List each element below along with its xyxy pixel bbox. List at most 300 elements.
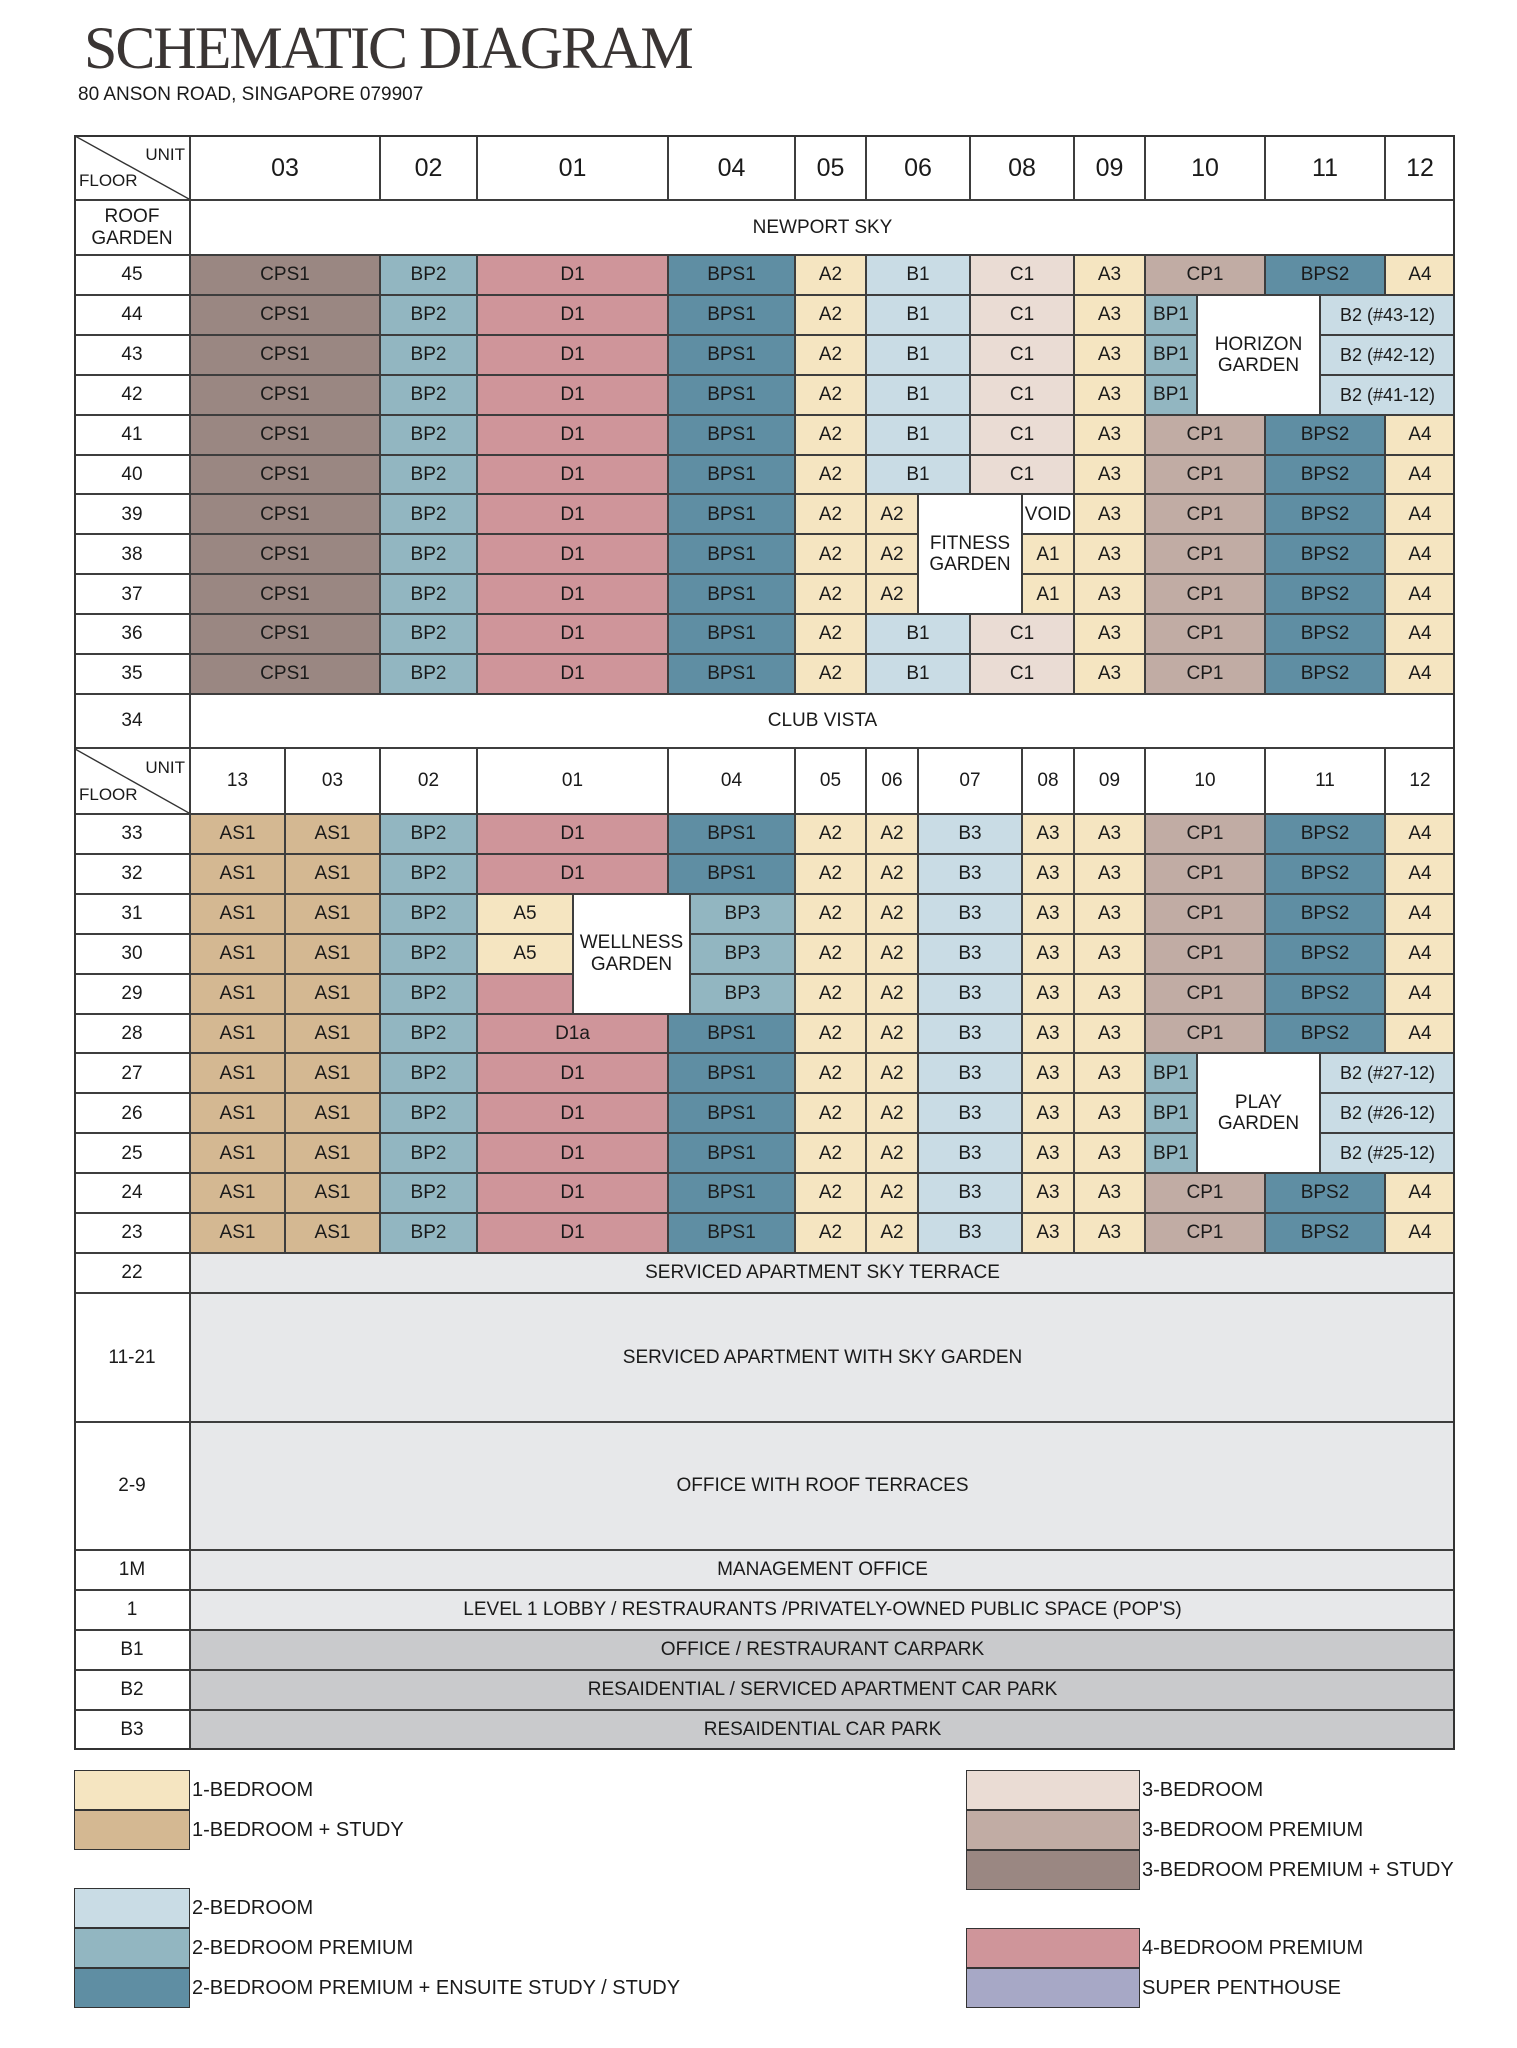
unit-header: 12 [1385, 748, 1455, 814]
unit-cell: A3 [1074, 574, 1145, 614]
unit-cell: B2 (#25-12) [1320, 1133, 1455, 1173]
floor-label: B3 [74, 1710, 190, 1750]
unit-header: 05 [795, 748, 866, 814]
unit-cell: A3 [1022, 1173, 1074, 1213]
unit-cell: D1 [477, 1093, 668, 1133]
unit-cell: A4 [1385, 1014, 1455, 1054]
unit-cell: A3 [1074, 494, 1145, 534]
unit-cell: A3 [1022, 814, 1074, 854]
unit-cell: A3 [1074, 455, 1145, 495]
unit-header: 02 [380, 135, 477, 200]
unit-cell: B3 [918, 814, 1022, 854]
unit-cell: A2 [866, 574, 918, 614]
unit-cell: BPS1 [668, 614, 795, 654]
unit-cell: AS1 [190, 1053, 285, 1093]
unit-cell: A2 [795, 894, 866, 934]
unit-cell: BP1 [1145, 295, 1197, 335]
unit-cell: BPS2 [1265, 854, 1385, 894]
unit-cell: A1 [1022, 574, 1074, 614]
unit-cell: D1 [477, 574, 668, 614]
floor-label: 2-9 [74, 1422, 190, 1550]
unit-cell: CP1 [1145, 455, 1265, 495]
unit-header: 08 [970, 135, 1074, 200]
unit-cell: A2 [795, 974, 866, 1014]
unit-cell: B3 [918, 1173, 1022, 1213]
floor-label: 27 [74, 1053, 190, 1093]
unit-cell: A2 [795, 614, 866, 654]
unit-cell-d1a: D1a [477, 1014, 668, 1054]
unit-header: 05 [795, 135, 866, 200]
unit-cell: CPS1 [190, 375, 380, 415]
unit-header: 01 [477, 135, 668, 200]
unit-cell: A2 [795, 1053, 866, 1093]
unit-cell: BP1 [1145, 1133, 1197, 1173]
unit-cell: CP1 [1145, 255, 1265, 295]
unit-cell: A3 [1074, 255, 1145, 295]
unit-cell: C1 [970, 654, 1074, 694]
unit-cell: A2 [866, 494, 918, 534]
lower-header-corner [74, 748, 190, 814]
unit-cell: A4 [1385, 1213, 1455, 1253]
unit-cell: D1 [477, 534, 668, 574]
unit-cell: BPS1 [668, 415, 795, 455]
unit-cell: BP3 [690, 934, 795, 974]
unit-cell: BPS1 [668, 854, 795, 894]
unit-cell: A2 [795, 654, 866, 694]
unit-cell: A4 [1385, 534, 1455, 574]
unit-cell: AS1 [190, 854, 285, 894]
unit-cell: A2 [866, 814, 918, 854]
unit-cell: B1 [866, 375, 970, 415]
unit-cell: BPS2 [1265, 974, 1385, 1014]
unit-cell: BPS1 [668, 1014, 795, 1054]
unit-cell: C1 [970, 335, 1074, 375]
unit-cell: D1 [477, 814, 668, 854]
floor-label: 26 [74, 1093, 190, 1133]
unit-cell: B2 (#43-12) [1320, 295, 1455, 335]
unit-cell: A5 [477, 934, 573, 974]
unit-cell: B2 (#42-12) [1320, 335, 1455, 375]
legend-label: 1-BEDROOM + STUDY [192, 1819, 404, 1841]
floor-label: 41 [74, 415, 190, 455]
unit-cell: A3 [1022, 1133, 1074, 1173]
unit-cell: A3 [1074, 335, 1145, 375]
unit-header: 09 [1074, 748, 1145, 814]
floor-label: 37 [74, 574, 190, 614]
podium-band: LEVEL 1 LOBBY / RESTRAURANTS /PRIVATELY-OWNED PUBLIC SPACE (POP'S) [190, 1590, 1455, 1630]
unit-cell: BP2 [380, 415, 477, 455]
unit-header: 07 [918, 748, 1022, 814]
unit-cell: BPS1 [668, 494, 795, 534]
unit-cell: BPS1 [668, 335, 795, 375]
unit-cell: BPS2 [1265, 934, 1385, 974]
unit-cell: A3 [1074, 1093, 1145, 1133]
unit-cell: BP2 [380, 574, 477, 614]
legend-label: 3-BEDROOM PREMIUM + STUDY [1142, 1859, 1454, 1881]
unit-cell: D1 [477, 255, 668, 295]
unit-cell: CP1 [1145, 1173, 1265, 1213]
unit-cell: BPS2 [1265, 534, 1385, 574]
unit-cell: D1 [477, 614, 668, 654]
unit-cell: A3 [1074, 375, 1145, 415]
unit-cell: D1 [477, 415, 668, 455]
unit-cell: AS1 [285, 814, 380, 854]
unit-cell: A3 [1022, 1053, 1074, 1093]
unit-cell: CPS1 [190, 455, 380, 495]
legend-label: 4-BEDROOM PREMIUM [1142, 1937, 1364, 1959]
unit-cell: A4 [1385, 494, 1455, 534]
unit-cell: C1 [970, 255, 1074, 295]
unit-cell: B1 [866, 415, 970, 455]
unit-cell: B3 [918, 1053, 1022, 1093]
unit-header: 06 [866, 135, 970, 200]
podium-band: MANAGEMENT OFFICE [190, 1550, 1455, 1590]
unit-cell: B1 [866, 654, 970, 694]
unit-cell: CPS1 [190, 415, 380, 455]
unit-header: 03 [285, 748, 380, 814]
unit-cell: AS1 [285, 934, 380, 974]
unit-header: 10 [1145, 748, 1265, 814]
unit-cell: BPS2 [1265, 654, 1385, 694]
unit-cell: BPS1 [668, 1133, 795, 1173]
unit-cell: A2 [866, 1173, 918, 1213]
unit-cell: BP2 [380, 814, 477, 854]
unit-header: 11 [1265, 748, 1385, 814]
unit-header: 02 [380, 748, 477, 814]
unit-cell: A4 [1385, 654, 1455, 694]
unit-cell: BP2 [380, 494, 477, 534]
floor-label: 36 [74, 614, 190, 654]
floor-label: 42 [74, 375, 190, 415]
unit-cell: A4 [1385, 574, 1455, 614]
floor-label: 28 [74, 1014, 190, 1054]
unit-cell: CPS1 [190, 614, 380, 654]
unit-cell: A2 [866, 1093, 918, 1133]
unit-header: 09 [1074, 135, 1145, 200]
unit-cell: CPS1 [190, 654, 380, 694]
unit-cell: CP1 [1145, 1213, 1265, 1253]
floor-label: 11-21 [74, 1293, 190, 1422]
floor-label: 1M [74, 1550, 190, 1590]
podium-band: SERVICED APARTMENT WITH SKY GARDEN [190, 1293, 1455, 1422]
floor-label: 43 [74, 335, 190, 375]
unit-cell: BPS1 [668, 1213, 795, 1253]
unit-cell: BPS2 [1265, 255, 1385, 295]
unit-cell: D1 [477, 494, 668, 534]
unit-cell: A4 [1385, 934, 1455, 974]
unit-cell: D1 [477, 375, 668, 415]
unit-cell: A4 [1385, 1173, 1455, 1213]
unit-cell: A2 [795, 455, 866, 495]
unit-cell: BPS2 [1265, 814, 1385, 854]
unit-cell: CP1 [1145, 894, 1265, 934]
unit-cell: BPS1 [668, 1173, 795, 1213]
unit-cell: A2 [795, 934, 866, 974]
floor-label: 33 [74, 814, 190, 854]
unit-cell: BP2 [380, 614, 477, 654]
unit-cell: A3 [1074, 614, 1145, 654]
unit-cell: CP1 [1145, 494, 1265, 534]
unit-cell: BP2 [380, 1213, 477, 1253]
floor-label: B1 [74, 1630, 190, 1670]
unit-cell: AS1 [190, 1133, 285, 1173]
unit-cell: AS1 [285, 1014, 380, 1054]
unit-cell: A2 [795, 574, 866, 614]
legend-label: 2-BEDROOM [192, 1897, 314, 1919]
unit-cell: A2 [795, 335, 866, 375]
unit-cell: AS1 [190, 1173, 285, 1213]
corner-unit-label: UNIT [145, 758, 185, 777]
unit-cell: BP2 [380, 255, 477, 295]
unit-cell: A2 [795, 415, 866, 455]
unit-cell: A2 [866, 1053, 918, 1093]
unit-cell: BP2 [380, 1173, 477, 1213]
unit-cell: A3 [1022, 974, 1074, 1014]
floor-label: 45 [74, 255, 190, 295]
unit-header: 12 [1385, 135, 1455, 200]
unit-cell: A2 [795, 854, 866, 894]
page-subtitle: 80 ANSON ROAD, SINGAPORE 079907 [78, 84, 424, 105]
unit-cell: BP2 [380, 534, 477, 574]
unit-cell: A4 [1385, 455, 1455, 495]
unit-cell: BPS2 [1265, 894, 1385, 934]
unit-cell: B3 [918, 1014, 1022, 1054]
unit-cell: A3 [1022, 934, 1074, 974]
fitness-garden: FITNESS GARDEN [918, 494, 1022, 614]
unit-cell: B3 [918, 854, 1022, 894]
corner-floor-label: FLOOR [79, 171, 138, 190]
unit-cell: A3 [1074, 974, 1145, 1014]
unit-cell: CPS1 [190, 335, 380, 375]
unit-cell: AS1 [190, 934, 285, 974]
unit-cell: A3 [1074, 1053, 1145, 1093]
unit-cell: AS1 [285, 854, 380, 894]
floor-label: 22 [74, 1253, 190, 1293]
unit-cell: A3 [1022, 894, 1074, 934]
void-cell: VOID [1022, 494, 1074, 534]
unit-header: 04 [668, 135, 795, 200]
unit-cell: A2 [795, 1173, 866, 1213]
unit-cell: A4 [1385, 974, 1455, 1014]
podium-band: SERVICED APARTMENT SKY TERRACE [190, 1253, 1455, 1293]
unit-cell: A3 [1022, 1093, 1074, 1133]
unit-cell: B3 [918, 1213, 1022, 1253]
floor-label: 31 [74, 894, 190, 934]
unit-cell: A2 [795, 295, 866, 335]
unit-cell: A3 [1074, 1133, 1145, 1173]
unit-cell: B3 [918, 1133, 1022, 1173]
unit-cell: BP1 [1145, 335, 1197, 375]
unit-cell: A2 [795, 814, 866, 854]
podium-band: RESAIDENTIAL / SERVICED APARTMENT CAR PARK [190, 1670, 1455, 1710]
corner-floor-label: FLOOR [79, 785, 138, 804]
unit-cell: B2 (#27-12) [1320, 1053, 1455, 1093]
unit-cell: A1 [1022, 534, 1074, 574]
unit-cell: A3 [1022, 1014, 1074, 1054]
play-garden: PLAY GARDEN [1197, 1053, 1320, 1173]
floor-label: B2 [74, 1670, 190, 1710]
upper-header-corner [74, 135, 190, 200]
unit-cell: AS1 [190, 894, 285, 934]
wellness-garden: WELLNESS GARDEN [573, 894, 690, 1014]
unit-header: 03 [190, 135, 380, 200]
unit-cell: BP2 [380, 854, 477, 894]
unit-cell: B3 [918, 1093, 1022, 1133]
unit-cell: C1 [970, 295, 1074, 335]
unit-cell: BP2 [380, 894, 477, 934]
unit-cell: BP2 [380, 1133, 477, 1173]
unit-cell: CPS1 [190, 494, 380, 534]
unit-cell: A4 [1385, 415, 1455, 455]
unit-cell: CPS1 [190, 534, 380, 574]
legend-label: SUPER PENTHOUSE [1142, 1977, 1341, 1999]
unit-cell: A3 [1022, 854, 1074, 894]
unit-cell: CP1 [1145, 574, 1265, 614]
unit-header: 01 [477, 748, 668, 814]
band-club-vista: CLUB VISTA [190, 694, 1455, 748]
unit-cell: B2 (#41-12) [1320, 375, 1455, 415]
unit-cell: A3 [1074, 854, 1145, 894]
unit-cell: A3 [1074, 814, 1145, 854]
unit-cell: AS1 [285, 1053, 380, 1093]
floor-label: 29 [74, 974, 190, 1014]
floor-label: 40 [74, 455, 190, 495]
legend-label: 2-BEDROOM PREMIUM [192, 1937, 414, 1959]
unit-cell: BPS1 [668, 1093, 795, 1133]
unit-cell: CP1 [1145, 814, 1265, 854]
legend-label: 3-BEDROOM [1142, 1779, 1264, 1801]
unit-cell-d1a-top [477, 974, 573, 1014]
unit-cell: A4 [1385, 814, 1455, 854]
unit-cell: BPS1 [668, 814, 795, 854]
unit-cell: BP2 [380, 1053, 477, 1093]
unit-cell: CP1 [1145, 534, 1265, 574]
unit-cell: BP2 [380, 295, 477, 335]
unit-cell: BP2 [380, 1093, 477, 1133]
unit-cell: D1 [477, 455, 668, 495]
legend-label: 3-BEDROOM PREMIUM [1142, 1819, 1364, 1841]
unit-cell: C1 [970, 375, 1074, 415]
unit-cell: A3 [1074, 934, 1145, 974]
unit-cell: BPS2 [1265, 614, 1385, 654]
legend-label: 2-BEDROOM PREMIUM + ENSUITE STUDY / STUDY [192, 1977, 681, 1999]
page-title: SCHEMATIC DIAGRAM [84, 15, 692, 81]
unit-cell: BP2 [380, 654, 477, 694]
unit-header: 06 [866, 748, 918, 814]
unit-header: 10 [1145, 135, 1265, 200]
unit-cell: AS1 [285, 974, 380, 1014]
unit-cell: A2 [866, 1133, 918, 1173]
unit-cell: B1 [866, 295, 970, 335]
unit-cell: D1 [477, 1213, 668, 1253]
unit-cell: AS1 [285, 894, 380, 934]
unit-cell: A2 [795, 375, 866, 415]
unit-cell: B3 [918, 974, 1022, 1014]
unit-cell: CP1 [1145, 1014, 1265, 1054]
unit-cell: A3 [1074, 1213, 1145, 1253]
floor-label: 44 [74, 295, 190, 335]
unit-cell: AS1 [190, 974, 285, 1014]
floor-label: 34 [74, 694, 190, 748]
unit-cell: B1 [866, 455, 970, 495]
unit-cell: CP1 [1145, 614, 1265, 654]
unit-cell: D1 [477, 335, 668, 375]
unit-cell: C1 [970, 415, 1074, 455]
unit-cell: BP2 [380, 934, 477, 974]
unit-cell: A3 [1074, 1014, 1145, 1054]
band-newport-sky: NEWPORT SKY [190, 200, 1455, 255]
unit-cell: CP1 [1145, 654, 1265, 694]
unit-header: 11 [1265, 135, 1385, 200]
unit-cell: A2 [866, 974, 918, 1014]
unit-cell: D1 [477, 1173, 668, 1213]
unit-cell: CPS1 [190, 255, 380, 295]
unit-cell: BPS1 [668, 534, 795, 574]
unit-cell: BP1 [1145, 1053, 1197, 1093]
unit-cell: BPS1 [668, 1053, 795, 1093]
unit-cell: CPS1 [190, 574, 380, 614]
unit-cell: A3 [1074, 534, 1145, 574]
unit-cell: B1 [866, 335, 970, 375]
horizon-garden: HORIZON GARDEN [1197, 295, 1320, 415]
unit-cell: A2 [866, 1014, 918, 1054]
unit-cell: D1 [477, 654, 668, 694]
unit-cell: A2 [866, 934, 918, 974]
floor-label: 23 [74, 1213, 190, 1253]
unit-cell: BPS2 [1265, 1213, 1385, 1253]
unit-cell: A2 [866, 1213, 918, 1253]
floor-label: 25 [74, 1133, 190, 1173]
unit-cell: A2 [866, 534, 918, 574]
unit-cell: C1 [970, 614, 1074, 654]
unit-cell: BPS1 [668, 455, 795, 495]
unit-cell: A2 [795, 1213, 866, 1253]
unit-cell: B1 [866, 255, 970, 295]
unit-cell: B3 [918, 894, 1022, 934]
unit-cell: CPS1 [190, 295, 380, 335]
unit-cell: BPS2 [1265, 415, 1385, 455]
unit-header: 08 [1022, 748, 1074, 814]
unit-cell: AS1 [285, 1093, 380, 1133]
unit-cell: BPS2 [1265, 494, 1385, 534]
unit-cell: CP1 [1145, 854, 1265, 894]
floor-label: 1 [74, 1590, 190, 1630]
unit-cell: BP3 [690, 894, 795, 934]
podium-band: OFFICE / RESTRAURANT CARPARK [190, 1630, 1455, 1670]
floor-label: ROOF GARDEN [74, 200, 190, 255]
unit-cell: A3 [1074, 415, 1145, 455]
unit-cell: AS1 [285, 1173, 380, 1213]
unit-cell: BPS2 [1265, 455, 1385, 495]
unit-cell: A2 [795, 494, 866, 534]
unit-cell: A2 [795, 255, 866, 295]
unit-cell: BP2 [380, 375, 477, 415]
unit-cell: A2 [866, 854, 918, 894]
unit-cell: A3 [1074, 295, 1145, 335]
floor-label: 32 [74, 854, 190, 894]
unit-cell: A2 [866, 894, 918, 934]
unit-cell: AS1 [285, 1133, 380, 1173]
unit-cell: BP2 [380, 974, 477, 1014]
unit-cell: A3 [1074, 894, 1145, 934]
unit-cell: BPS1 [668, 295, 795, 335]
unit-cell: AS1 [190, 1093, 285, 1133]
unit-cell: A5 [477, 894, 573, 934]
unit-cell: CP1 [1145, 974, 1265, 1014]
floor-label: 30 [74, 934, 190, 974]
unit-cell: BPS1 [668, 574, 795, 614]
unit-cell: B3 [918, 934, 1022, 974]
